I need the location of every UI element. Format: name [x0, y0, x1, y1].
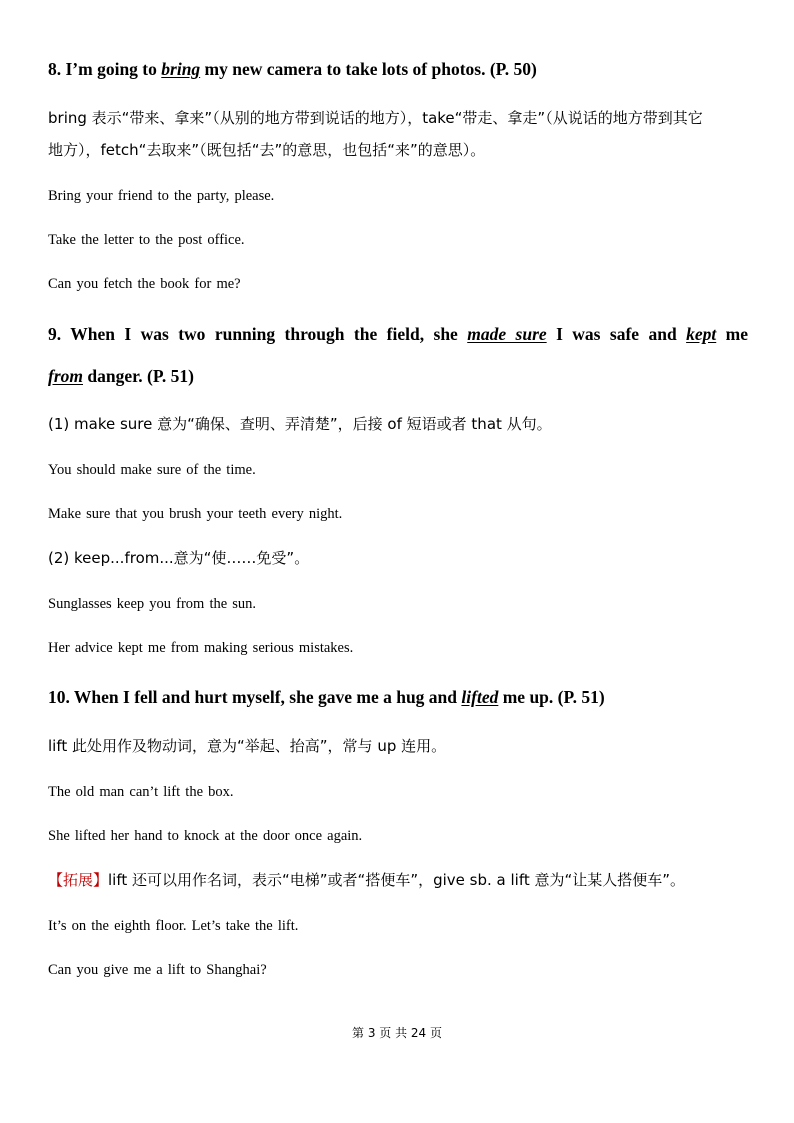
heading-text: 9. When I was two running through the field, she	[48, 324, 468, 344]
section-9-note-2: (2) keep...from...意为“使……免受”。	[48, 549, 310, 567]
heading-text: my new camera to take lots of photos. (P. 50)	[200, 59, 537, 79]
keyword-from: from	[48, 366, 83, 386]
heading-text: 10. When I fell and hurt myself, she gave me a hug and	[48, 687, 462, 707]
example-sentence: It’s on the eighth floor. Let’s take the lift.	[48, 918, 299, 934]
heading-text: danger. (P. 51)	[83, 366, 195, 386]
heading-text: I was safe and	[546, 324, 687, 344]
page-number-footer: 第 3 页 共 24 页	[352, 1026, 442, 1040]
section-9-heading-line1	[48, 323, 748, 345]
example-sentence: Make sure that you brush your teeth every night.	[48, 506, 343, 522]
example-sentence: You should make sure of the time.	[48, 462, 256, 478]
section-10-note: lift 此处用作及物动词，意为“举起、抬高”，常与 up 连用。	[48, 737, 447, 755]
example-sentence: Can you give me a lift to Shanghai?	[48, 962, 267, 978]
example-sentence: The old man can’t lift the box.	[48, 784, 234, 800]
keyword-bring: bring	[161, 59, 201, 79]
heading-text: 8. I’m going to	[48, 59, 162, 79]
heading-text: me up. (P. 51)	[498, 687, 605, 707]
extension-note	[48, 870, 748, 890]
keyword-kept: kept	[686, 324, 717, 344]
extension-tag: 【拓展】	[48, 871, 109, 889]
keyword-made-sure: made sure	[467, 324, 547, 344]
example-sentence: Her advice kept me from making serious mistakes.	[48, 640, 354, 656]
section-10-heading	[48, 686, 748, 708]
extension-text: lift 还可以用作名词，表示“电梯”或者“搭便车”，give sb. a lift 意为“让某人搭便车”。	[108, 871, 686, 889]
example-sentence: Can you fetch the book for me?	[48, 276, 241, 292]
example-sentence: Take the letter to the post office.	[48, 232, 245, 248]
example-sentence: Sunglasses keep you from the sun.	[48, 596, 257, 612]
section-9-heading-line2	[48, 365, 748, 387]
section-8-heading	[48, 58, 748, 80]
example-sentence: Bring your friend to the party, please.	[48, 188, 275, 204]
keyword-lifted: lifted	[461, 687, 499, 707]
section-8-note-line2: 地方），fetch“去取来”（既包括“去”的意思，也包括“来”的意思）。	[48, 141, 486, 159]
heading-text: me	[716, 324, 748, 344]
section-8-note-line1: bring 表示“带来、拿来”（从别的地方带到说话的地方），take“带走、拿走”（从说话的地方带到其它	[48, 109, 703, 127]
example-sentence: She lifted her hand to knock at the door once again.	[48, 828, 363, 844]
section-9-note-1: (1) make sure 意为“确保、查明、弄清楚”，后接 of 短语或者 that 从句。	[48, 415, 552, 433]
